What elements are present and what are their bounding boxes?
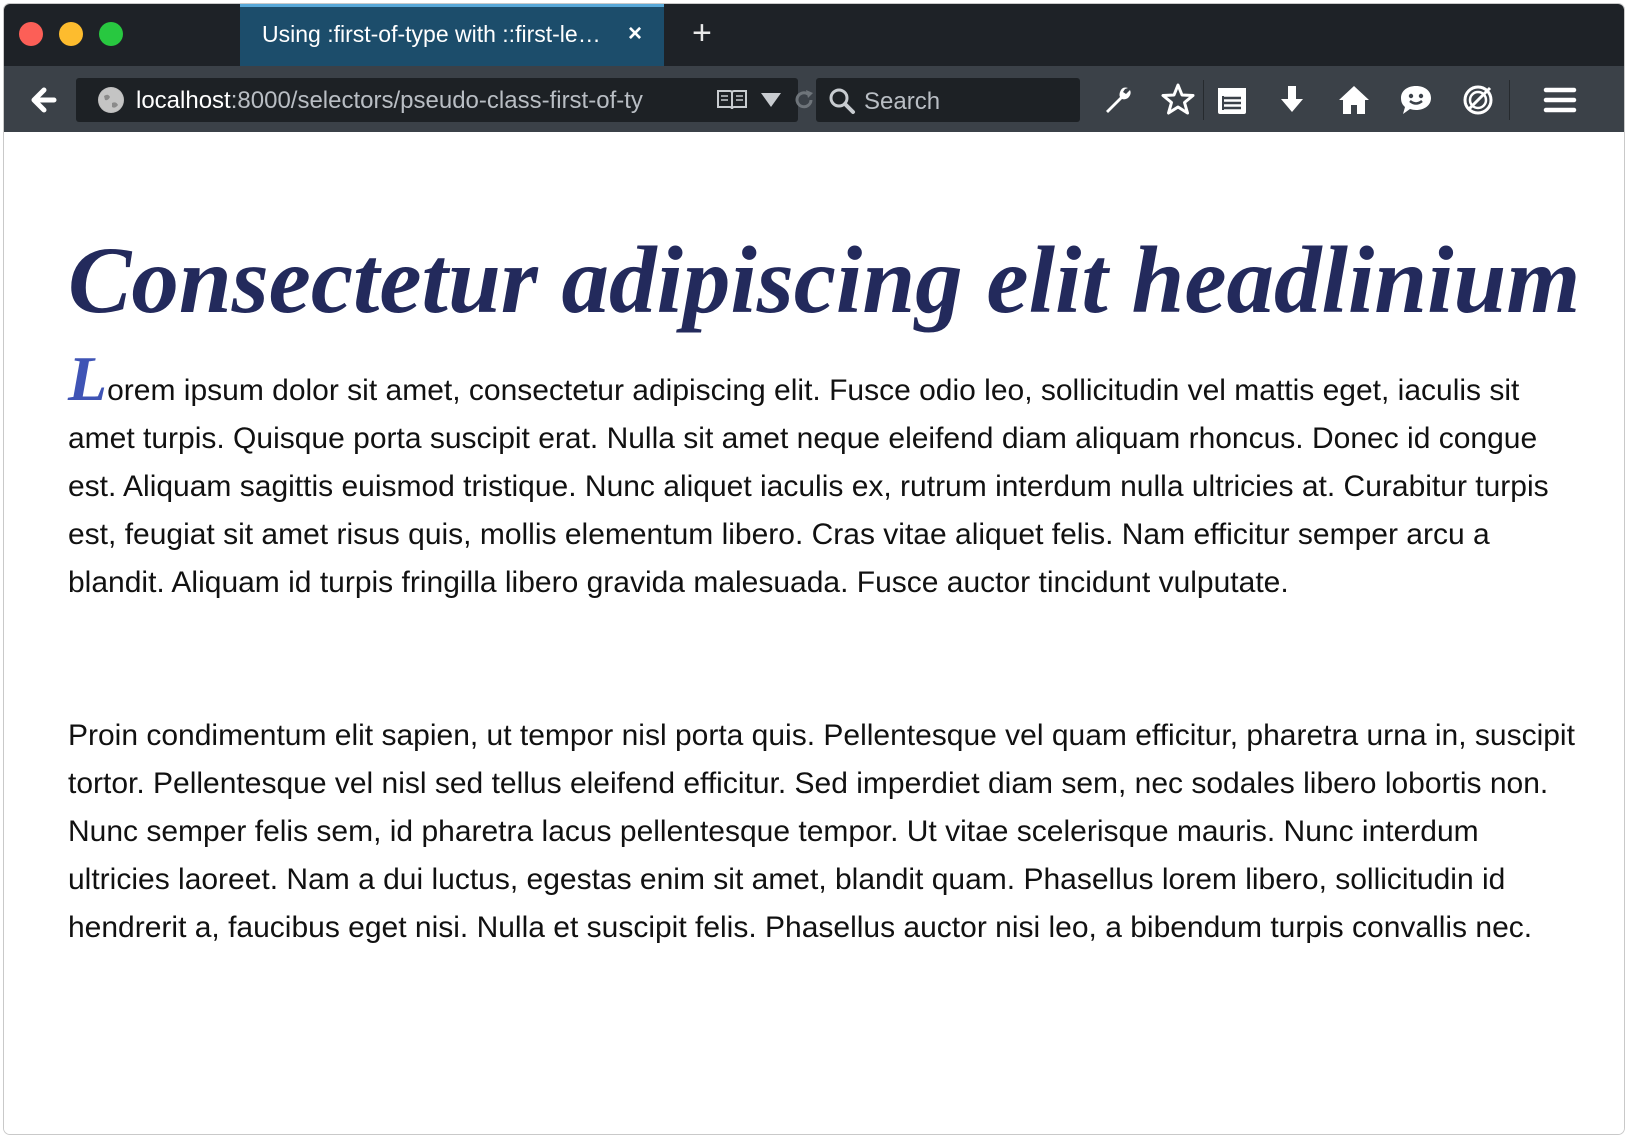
tab-strip: [4, 4, 1624, 66]
reader-view-icon[interactable]: [716, 88, 748, 117]
paragraph-first: [68, 343, 1578, 607]
download-icon[interactable]: [1274, 82, 1310, 118]
wrench-icon[interactable]: [1100, 82, 1136, 118]
chat-icon[interactable]: [1398, 82, 1434, 118]
reading-list-icon[interactable]: [1214, 82, 1250, 118]
star-icon[interactable]: [1160, 82, 1196, 118]
search-bar[interactable]: [816, 78, 1080, 122]
tab-title: Using :first-of-type with ::first-let…: [262, 21, 607, 47]
new-tab-button[interactable]: +: [692, 14, 712, 52]
browser-window: [4, 4, 1624, 1134]
window-maximize-button[interactable]: [99, 22, 123, 46]
search-icon: [828, 87, 856, 120]
toolbar-separator: [1509, 80, 1510, 120]
paragraph-second: Proin condimentum elit sapien, ut tempor nisl porta quis. Pellentesque vel quam efficitur, pharetra urna in, suscipit tortor. Pellentesque vel nisl sed tellus eleifend efficitur. Sed imperdiet diam sem, nec sodales libero lobortis non. Nunc semper felis sem, id pharetra lacus pellentesque tempor. Ut vitae scelerisque mauris. Nunc interdum ultricies laoreet. Nam a dui luctus, egestas enim sit amet, blandit quam. Phasellus lorem libero, sollicitudin id hendrerit a, faucibus eget nisi. Nulla et suscipit felis. Phasellus auctor nisi leo, a bibendum turpis convallis nec.: [68, 719, 1575, 944]
drop-cap-letter: L: [68, 343, 108, 414]
back-arrow-icon: [14, 78, 76, 122]
page-content: [4, 132, 1624, 1134]
window-close-button[interactable]: [19, 22, 43, 46]
navigation-toolbar: [4, 66, 1624, 133]
search-placeholder: Search: [864, 88, 941, 115]
reload-icon[interactable]: [792, 88, 816, 117]
home-icon[interactable]: [1336, 82, 1372, 118]
url-host: localhost: [136, 87, 231, 114]
window-minimize-button[interactable]: [59, 22, 83, 46]
toolbar-separator: [1203, 80, 1204, 120]
back-button[interactable]: [14, 78, 76, 122]
tab-close-button[interactable]: ×: [627, 20, 642, 47]
page-headline: Consectetur adipiscing elit headlinium: [68, 227, 1581, 333]
url-text[interactable]: [136, 87, 706, 115]
globe-icon: [98, 87, 124, 113]
tab-active[interactable]: [240, 4, 664, 66]
history-dropdown-icon[interactable]: [760, 91, 782, 114]
url-path: :8000/selectors/pseudo-class-first-of-ty: [230, 87, 643, 114]
tracking-icon[interactable]: [1460, 82, 1496, 118]
url-bar[interactable]: [76, 78, 798, 122]
hamburger-menu-icon[interactable]: [1542, 82, 1578, 118]
paragraph-text: orem ipsum dolor sit amet, consectetur adipiscing elit. Fusce odio leo, sollicitudin vel mattis eget, iaculis sit amet turpis. Quisque porta suscipit erat. Nulla sit amet neque eleifend diam aliquam rhoncus. Donec id congue est. Aliquam sagittis euismod tristique. Nunc aliquet iaculis ex, rutrum interdum nulla ultricies at. Curabitur turpis est, feugiat sit amet risus quis, mollis elementum libero. Cras vitae aliquet felis. Nam efficitur semper arcu a blandit. Aliquam id turpis fringilla libero gravida malesuada. Fusce auctor tincidunt vulputate.: [68, 374, 1549, 599]
